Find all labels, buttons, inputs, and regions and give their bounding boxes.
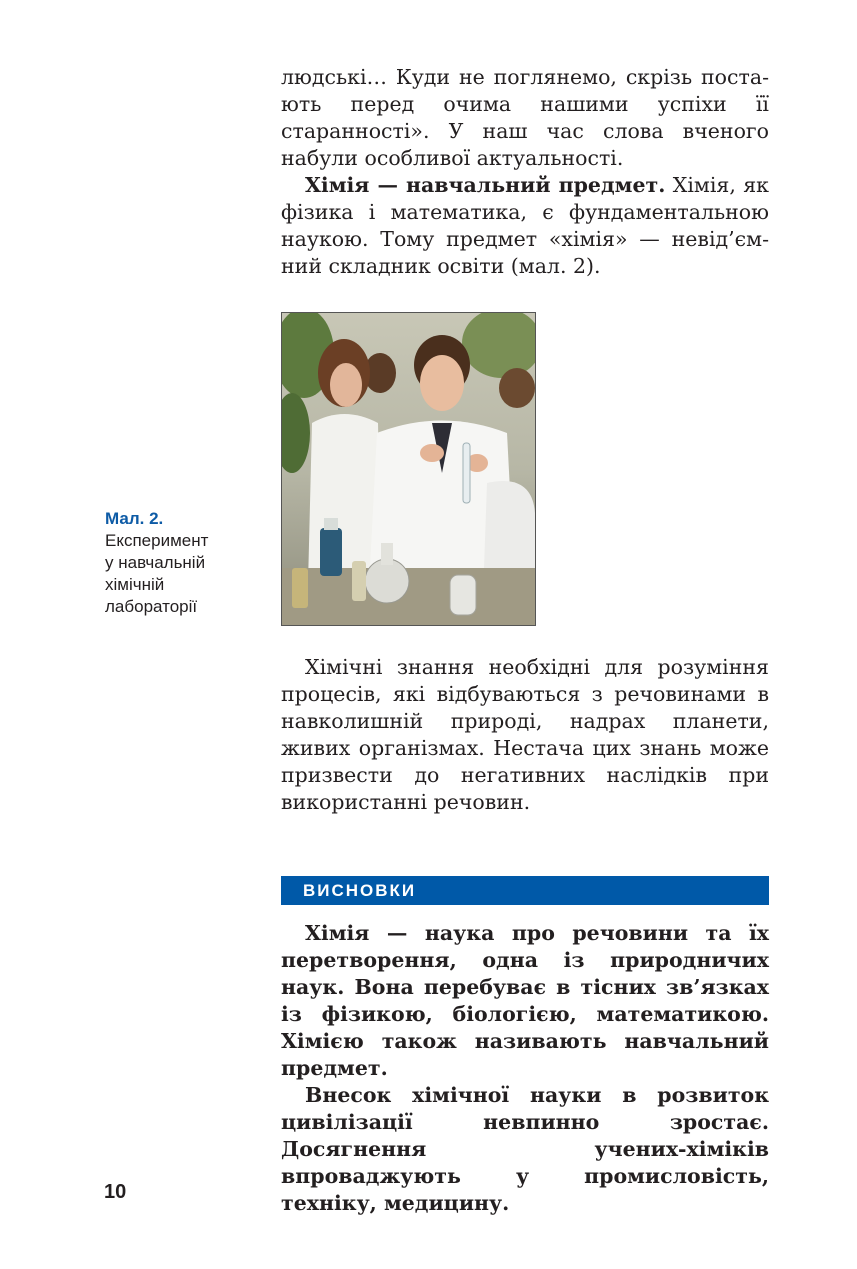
knowledge-text-block: [281, 654, 769, 816]
page-number: 10: [104, 1181, 127, 1203]
knowledge-paragraph: Хімічні знання необхідні для розуміння процесів, які відбуваються з речовинами в навколишній природі, надрах планети, живих організмах. Нестача цих знань може призвести до негативних наслідків при використанні речовин.: [281, 655, 769, 814]
conclusions-paragraph-1: Хімія — наука про речовини та їх перетворення, одна із природничих наук. Вона перебуває в тісних зв’язках із фізикою, біологією, математикою. Хімією також називають навчальний предмет.: [281, 921, 769, 1080]
lab-photo: [281, 312, 536, 626]
chemistry-subject-text: Хімія, як фізика і математика, є фундаментальною наукою. Тому предмет «хімія» — невід’ємний складник освіти (мал. 2).: [281, 173, 769, 278]
figure-number: Мал. 2.: [105, 509, 164, 528]
intro-text-block: [281, 64, 769, 280]
figure-caption-text: Експеримент у навчальній хімічній лабораторії: [105, 531, 209, 616]
figure-caption: [105, 508, 265, 618]
conclusions-text-block: [281, 920, 769, 1217]
conclusions-heading: ВИСНОВКИ: [281, 876, 769, 905]
lab-photo-illustration: [282, 313, 535, 625]
chemistry-subject-paragraph: [281, 172, 769, 280]
conclusions-paragraph-2: Внесок хімічної науки в розвиток цивілізації невпинно зростає. Досягнення учених-хіміків впроваджують у промисловість, техніку, медицину.: [281, 1083, 769, 1215]
chemistry-subject-heading: Хімія — навчальний предмет.: [305, 173, 666, 197]
intro-paragraph: людські… Куди не поглянемо, скрізь постають перед очима нашими успіхи її старанності». У наш час слова вченого набули особливої актуальності.: [281, 65, 769, 170]
